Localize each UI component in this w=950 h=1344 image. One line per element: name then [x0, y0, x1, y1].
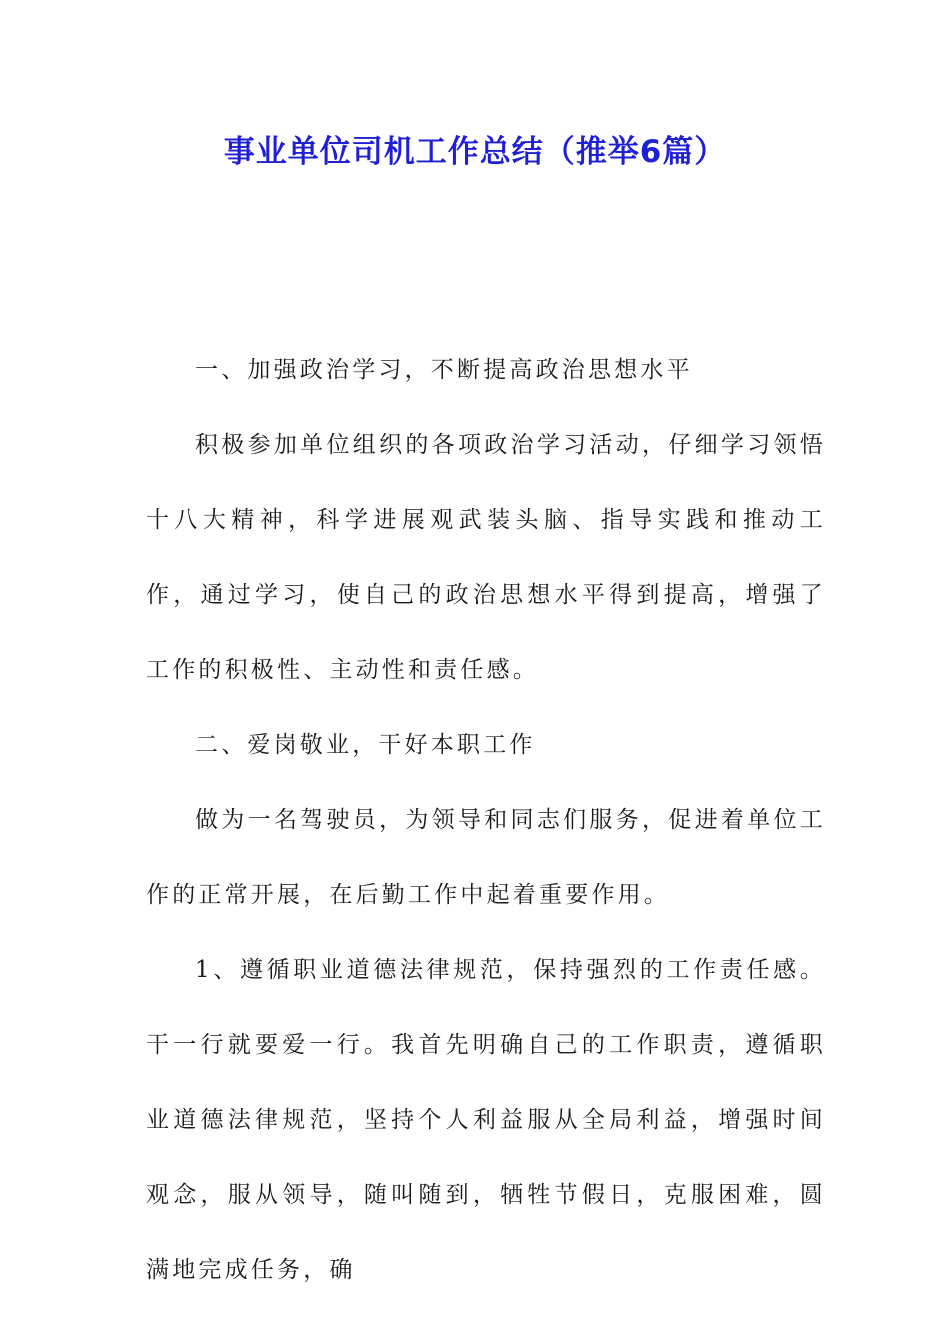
document-title: 事业单位司机工作总结（推举6篇） [223, 134, 727, 170]
document-body [146, 333, 826, 1308]
section-heading-1: 一、加强政治学习，不断提高政治思想水平 [195, 357, 693, 383]
section-heading-2: 二、爱岗敬业，干好本职工作 [195, 732, 536, 758]
paragraph-political-study: 积极参加单位组织的各项政治学习活动，仔细学习领悟十八大精神，科学进展观武装头脑、指导实践和推动工作，通过学习，使自己的政治思想水平得到提高，增强了工作的积极性、主动性和责任感。 [146, 432, 826, 683]
paragraph-driver-role: 做为一名驾驶员，为领导和同志们服务，促进着单位工作的正常开展，在后勤工作中起着重要作用。 [146, 807, 826, 908]
paragraph-ethics: 1、遵循职业道德法律规范，保持强烈的工作责任感。干一行就要爱一行。我首先明确自己的工作职责，遵循职业道德法律规范，坚持个人利益服从全局利益，增强时间观念，服从领导，随叫随到，牺牲节假日，克服困难，圆满地完成任务，确 [146, 957, 826, 1283]
